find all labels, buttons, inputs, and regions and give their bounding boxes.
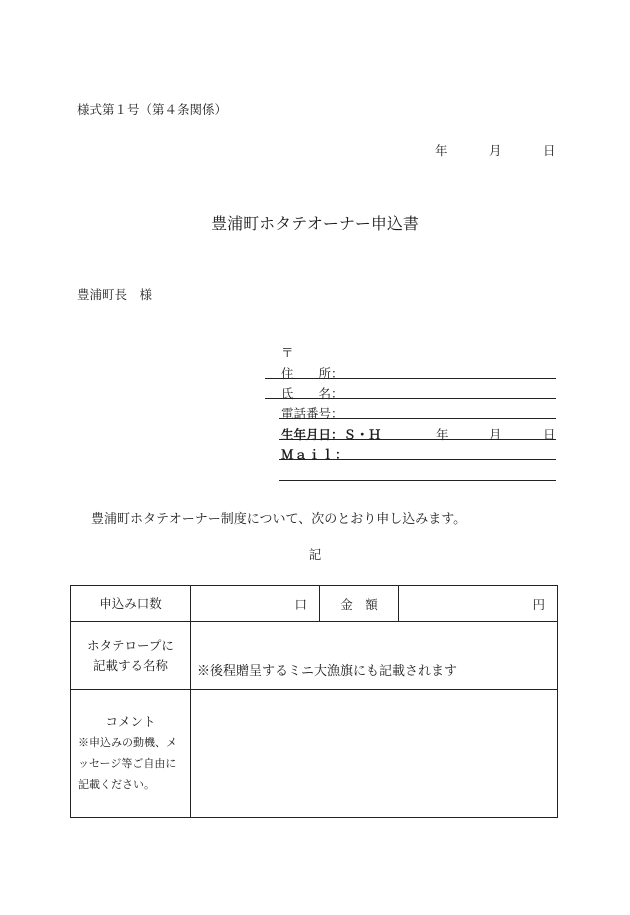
units-input[interactable] [191,586,320,622]
birth-month-label: 月 [489,427,502,442]
birth-year-label: 年 [436,427,449,442]
form-number: 様式第１号（第４条関係） [77,102,228,117]
comment-row [71,690,558,818]
comment-note-2: ッセージ等ご自由に [78,757,177,770]
comment-input[interactable] [191,690,558,818]
comment-note-1: ※申込みの動機、メ [78,736,177,749]
application-table [70,585,558,818]
address-line[interactable] [265,378,556,379]
units-row [71,586,558,622]
name-line[interactable] [265,398,556,399]
amount-input[interactable] [399,586,558,622]
address-label: 住 所： [281,366,344,381]
date-month-label: 月 [489,143,502,158]
date-day-label: 日 [543,143,556,158]
comment-note-3: 記載ください。 [78,778,155,791]
mail-line[interactable] [279,459,556,460]
birth-day-label: 日 [543,427,556,442]
comment-label-cell [71,690,191,818]
rope-label-line-2: 記載する名称 [92,657,168,673]
date-year-label: 年 [435,143,448,158]
mail-extra-line[interactable] [279,480,556,481]
phone-line[interactable] [279,418,556,419]
amount-suffix: 円 [532,596,545,612]
phone-label: 電話番号： [281,406,344,421]
units-label: 申込み口数 [71,586,191,622]
birthdate-label: 生年月日：Ｓ・Ｈ [281,427,382,442]
document-title: 豊浦町ホタテオーナー申込書 [211,214,419,233]
units-suffix: 口 [294,596,307,612]
mail-label: Ｍａｉｌ： [281,447,349,462]
addressee: 豊浦町長 様 [77,287,153,302]
rope-name-note: ※後程贈呈するミニ大漁旗にも記載されます [197,664,458,679]
ki-heading: 記 [308,547,322,562]
rope-name-row [71,622,558,690]
application-statement: 豊浦町ホタテオーナー制度について、次のとおり申し込みます。 [91,512,467,527]
birthdate-line[interactable] [279,439,556,440]
name-label: 氏 名： [281,386,344,401]
amount-label: 金 額 [320,586,399,622]
rope-label-line-1: ホタテロープに [87,637,174,653]
postal-mark: 〒 [281,345,294,360]
comment-label: コメント [105,714,156,729]
rope-name-input[interactable] [191,622,558,690]
rope-name-label [71,622,191,690]
